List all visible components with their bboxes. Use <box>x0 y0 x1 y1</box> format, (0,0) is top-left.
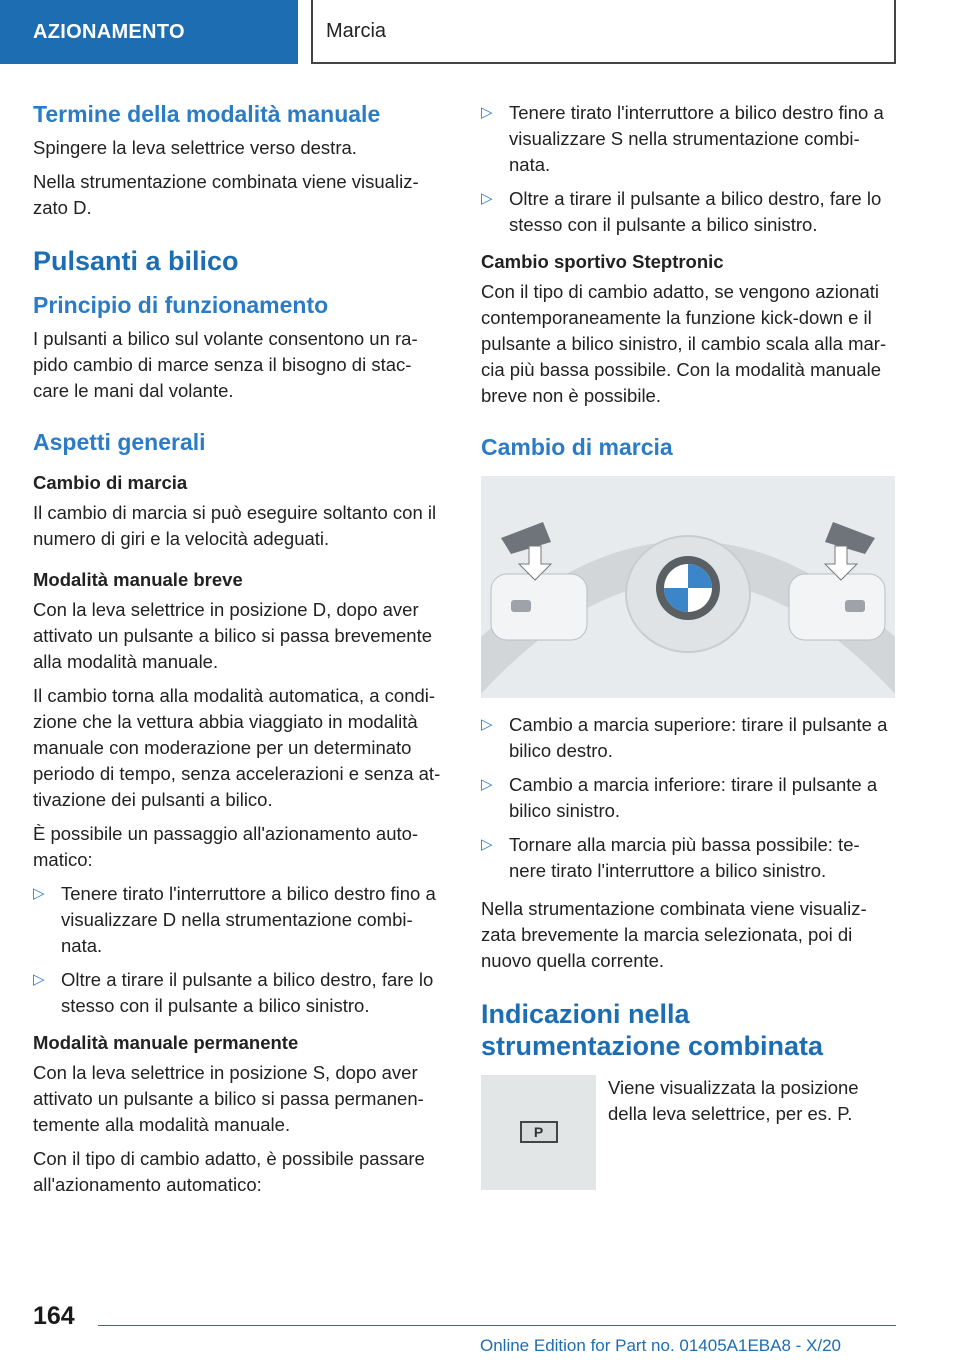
heading-principio: Principio di funzionamento <box>33 292 329 319</box>
section-title: AZIONAMENTO <box>33 20 185 43</box>
paragraph: Viene visualizzata la posizione della leva selettrice, per es. P. <box>608 1076 859 1124</box>
subheading-permanente: Modalità manuale permanente <box>33 1031 299 1053</box>
left-column <box>33 100 447 1206</box>
paragraph: Nella strumentazione combinata viene visualiz-zato D. <box>33 170 419 218</box>
paragraph: Con il tipo di cambio adatto, se vengono azionati contemporaneamente la funzione kick-down e il pulsante a bilico sinistro, il cambio scala alla mar-cia più bassa possibile. Con la modalità manuale breve non è possibile. <box>481 280 887 406</box>
steering-wheel-illustration <box>481 476 895 698</box>
paragraph: Con la leva selettrice in posizione D, dopo aver attivato un pulsante a bilico si passa brevemente alla modalità manuale. <box>33 598 433 672</box>
bullet-list <box>33 881 447 1019</box>
gear-display-illustration <box>481 1075 596 1190</box>
heading-pulsanti: Pulsanti a bilico <box>33 245 239 276</box>
list-item: ▷ Cambio a marcia inferiore: tirare il pulsante a bilico sinistro. <box>481 773 878 821</box>
paragraph: Con la leva selettrice in posizione S, dopo aver attivato un pulsante a bilico si passa permanen-temente alla modalità manuale. <box>33 1061 424 1135</box>
subheading-steptronic: Cambio sportivo Steptronic <box>481 251 724 272</box>
subheading-breve: Modalità manuale breve <box>33 568 243 590</box>
paragraph: Spingere la leva selettrice verso destra. <box>33 136 357 158</box>
list-item: ▷ Tenere tirato l'interruttore a bilico destro fino a visualizzare D nella strumentazione combi-nata. <box>33 882 436 956</box>
paragraph: Con il tipo di cambio adatto, è possibile passare all'azionamento automatico: <box>33 1147 425 1195</box>
page-number: 164 <box>33 1302 75 1330</box>
display-example <box>481 1075 895 1190</box>
right-column <box>481 100 895 1190</box>
heading-termine: Termine della modalità manuale <box>33 101 381 127</box>
paragraph: Il cambio torna alla modalità automatica, a condi-zione che la vettura abbia viaggiato in modalità manuale con moderazione per un determinato periodo di tempo, senza accelerazioni e senza at-tivazione dei pulsanti a bilico. <box>33 684 441 810</box>
topic-tab <box>311 0 896 64</box>
bullet-list <box>481 100 895 238</box>
paragraph: Nella strumentazione combinata viene visualiz-zata brevemente la marcia selezionata, poi di nuovo quella corrente. <box>481 897 867 971</box>
subheading-cambio: Cambio di marcia <box>33 471 188 493</box>
paragraph: È possibile un passaggio all'azionamento auto-matico: <box>33 822 419 870</box>
heading-indicazioni: Indicazioni nella strumentazione combinata <box>481 998 824 1062</box>
heading-aspetti: Aspetti generali <box>33 428 206 455</box>
list-item: ▷ Tornare alla marcia più bassa possibile: te-nere tirato l'interruttore a bilico sinistro. <box>481 833 860 881</box>
steering-wheel-icon <box>481 476 895 698</box>
gear-indicator <box>520 1121 558 1143</box>
triangle-bullet-icon: ▷ <box>481 715 493 733</box>
triangle-bullet-icon: ▷ <box>33 884 45 902</box>
footer-rule <box>98 1325 896 1326</box>
list-item: ▷ Oltre a tirare il pulsante a bilico destro, fare lo stesso con il pulsante a bilico sinistro. <box>481 188 882 235</box>
triangle-bullet-icon: ▷ <box>33 970 45 988</box>
gear-letter: P <box>533 1124 544 1140</box>
list-item: ▷ Cambio a marcia superiore: tirare il pulsante a bilico destro. <box>481 713 888 761</box>
triangle-bullet-icon: ▷ <box>481 835 493 853</box>
edition-footer: Online Edition for Part no. 01405A1EBA8 - X/20 <box>480 1336 842 1355</box>
list-item: ▷ Tenere tirato l'interruttore a bilico destro fino a visualizzare S nella strumentazione combi-nata. <box>481 102 884 175</box>
heading-cambio-marcia: Cambio di marcia <box>481 433 673 460</box>
paragraph: I pulsanti a bilico sul volante consentono un ra-pido cambio di marce senza il bisogno di stac-care le mani dal volante. <box>33 327 418 401</box>
triangle-bullet-icon: ▷ <box>481 104 493 121</box>
list-item: ▷ Oltre a tirare il pulsante a bilico destro, fare lo stesso con il pulsante a bilico sinistro. <box>33 968 434 1016</box>
section-tab <box>0 0 298 64</box>
topic-title: Marcia <box>326 19 387 42</box>
triangle-bullet-icon: ▷ <box>481 190 493 207</box>
triangle-bullet-icon: ▷ <box>481 775 493 793</box>
bullet-list <box>481 712 895 884</box>
paragraph: Il cambio di marcia si può eseguire soltanto con il numero di giri e la velocità adeguati. <box>33 501 437 549</box>
